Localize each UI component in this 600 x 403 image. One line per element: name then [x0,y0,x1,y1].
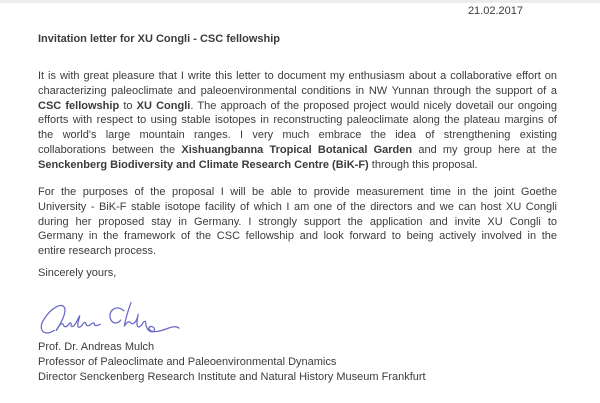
text-line [38,158,557,173]
letter-date: 21.02.2017 [467,5,523,17]
paragraph-2 [38,185,557,259]
text-run: the world's large mountain ranges. I very much embrace the idea of strengthening existing [38,129,557,141]
bold-text-run: CSC fellowship [38,99,120,112]
text-line [38,128,557,143]
text-run: Germany in the framework of the CSC fellowship and look forward to being actively involved in the [38,230,557,243]
handwritten-signature [36,295,181,341]
sender-role: Professor of Paleoclimate and Paleoenvironmental Dynamics [38,356,337,369]
text-line [38,143,557,158]
text-run: during her proposed stay in Germany. I strongly support the application and invite XU Congli to [38,215,557,228]
window-edge-strip [0,0,600,3]
paragraph-1 [38,69,557,172]
text-line [38,229,557,244]
text-line [38,113,557,128]
text-run: entire research process. [38,245,156,257]
text-run: University - BiK-F stable isotope facility of which I am one of the directors and we can host XU Congli [38,200,557,213]
sender-name: Prof. Dr. Andreas Mulch [38,341,155,353]
text-line [38,69,557,84]
sender-block [38,340,557,386]
text-run: It is with great pleasure that I write this letter to document my enthusiasm about a collaborative effort on [38,70,557,82]
text-run: For the purposes of the proposal I will be able to provide measurement time in the joint Goethe [38,186,557,198]
letter-title: Invitation letter for XU Congli - CSC fellowship [38,33,281,45]
closing-salutation: Sincerely yours, [38,267,117,279]
text-line [38,84,557,99]
text-line [38,215,557,230]
sender-affiliation: Director Senckenberg Research Institute and Natural History Museum Frankfurt [38,371,426,384]
text-line [38,99,557,114]
text-line [38,244,557,259]
text-run: collaborations between the [38,143,182,156]
text-run: to [119,99,137,112]
text-run: . The approach of the proposed project would nicely dovetail our ongoing [190,99,557,112]
text-run: characterizing paleoclimate and paleoenvironmental conditions in NW Yunnan through the support of a [38,84,557,97]
text-run: through this proposal. [368,158,478,171]
bold-text-run: Xishuangbanna Tropical Botanical Garden [181,143,413,156]
text-line [38,185,557,200]
text-run: and my group here at the [412,143,557,156]
text-line [38,200,557,215]
text-run: efforts with respect to using stable isotopes in reconstructing paleoclimate along the plateau margins of [38,114,557,127]
bold-text-run: XU Congli [136,99,191,112]
bold-text-run: Senckenberg Biodiversity and Climate Research Centre (BiK-F) [38,158,369,171]
